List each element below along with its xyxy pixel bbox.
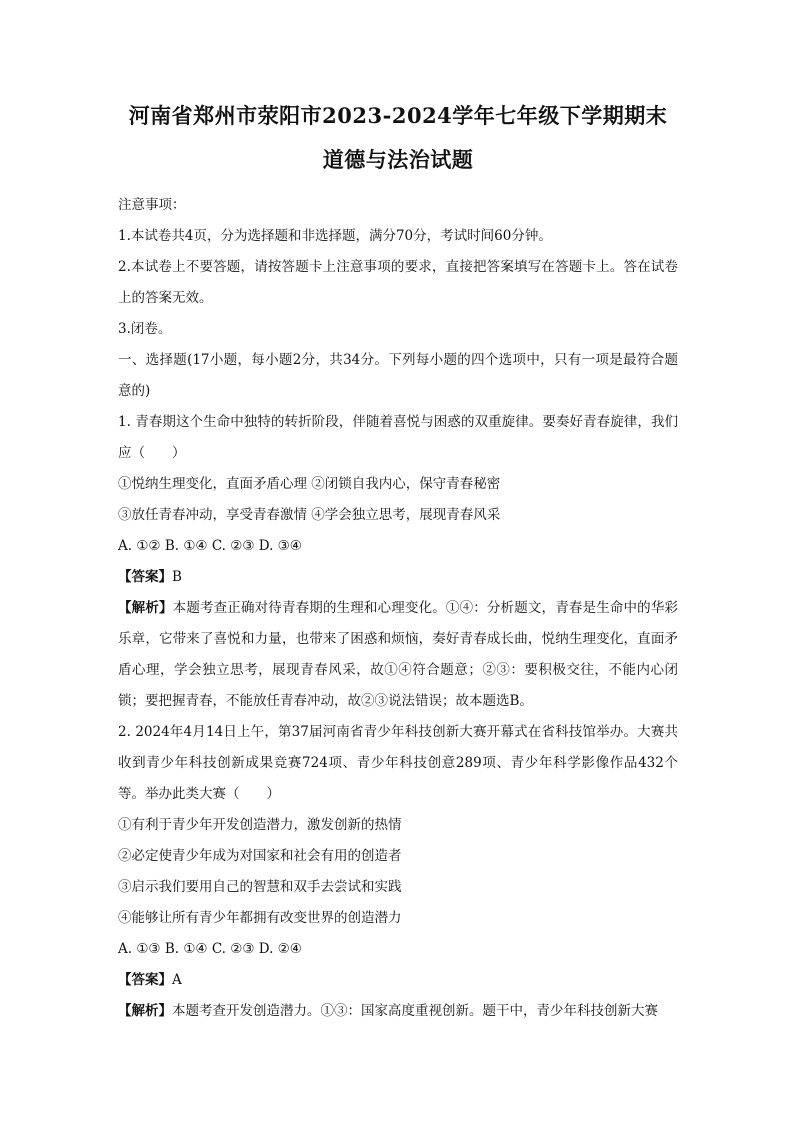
question-2-option-2: ②必定使青少年成为对国家和社会有用的创造者 (118, 848, 402, 864)
page-title-line1: 河南省郑州市荥阳市2023-2024学年七年级下学期期末 (128, 103, 668, 128)
question-1-options-line-2: ③放任青春冲动，享受青春激情 ④学会独立思考，展现青春风采 (118, 507, 501, 523)
question-1-analysis (118, 593, 678, 717)
question-2-analysis (118, 996, 678, 1027)
question-1-stem: 1. 青春期这个生命中独特的转折阶段，伴随着喜悦与困惑的双重旋律。要奏好青春旋律，我们应（ ） (118, 414, 678, 461)
notice-item-3: 3.闭卷。 (118, 321, 172, 337)
question-2-choices: A. ①③ B. ①④ C. ②③ D. ②④ (118, 941, 302, 957)
notice-item-1: 1.本试卷共4页，分为选择题和非选择题，满分70分，考试时间60分钟。 (118, 228, 552, 244)
page-title-line2: 道德与法治试题 (322, 147, 474, 172)
question-2-option-4: ④能够让所有青少年都拥有改变世界的创造潜力 (118, 910, 402, 926)
question-2-option-1: ①有利于青少年开发创造潜力，激发创新的热情 (118, 817, 402, 833)
answer-tag: 【答案】 (118, 569, 172, 585)
answer-value: B (172, 569, 182, 585)
analysis-text: 本题考查正确对待青春期的生理和心理变化。①④：分析题文，青春是生命中的华彩乐章，它带来了喜悦和力量，也带来了困惑和烦恼，奏好青春成长曲，悦纳生理变化，直面矛盾心理，学会独立思考，展现青春风采，故①④符合题意；②③：要积极交往，不能内心闭锁；要把握青春，不能放任青春冲动，故②③说法错误；故本题选B。 (118, 600, 679, 709)
question-1-choices: A. ①② B. ①④ C. ②③ D. ③④ (118, 538, 302, 554)
answer-tag: 【答案】 (118, 972, 172, 988)
question-1-options-line-1: ①悦纳生理变化，直面矛盾心理 ②闭锁自我内心，保守青春秘密 (118, 476, 501, 492)
notice-heading: 注意事项： (118, 197, 186, 213)
notice-item-2: 2.本试卷上不要答题，请按答题卡上注意事项的要求，直接把答案填写在答题卡上。答在试卷上的答案无效。 (118, 259, 678, 306)
analysis-tag: 【解析】 (118, 1003, 172, 1019)
answer-value: A (172, 972, 182, 988)
analysis-tag: 【解析】 (118, 600, 173, 616)
section-heading: 一、选择题(17小题，每小题2分，共34分。下列每小题的四个选项中，只有一项是最符合题意的) (118, 352, 678, 399)
question-2-stem: 2. 2024年4月14日上午，第37届河南省青少年科技创新大赛开幕式在省科技馆举办。大赛共收到青少年科技创新成果竞赛724项、青少年科技创意289项、青少年科学影像作品432个等。举办此类大赛（ ） (118, 724, 678, 802)
question-2-option-3: ③启示我们要用自己的智慧和双手去尝试和实践 (118, 879, 402, 895)
question-1-answer (118, 562, 678, 593)
question-2-answer (118, 965, 678, 996)
analysis-text: 本题考查开发创造潜力。①③：国家高度重视创新。题干中，青少年科技创新大赛 (172, 1003, 658, 1019)
